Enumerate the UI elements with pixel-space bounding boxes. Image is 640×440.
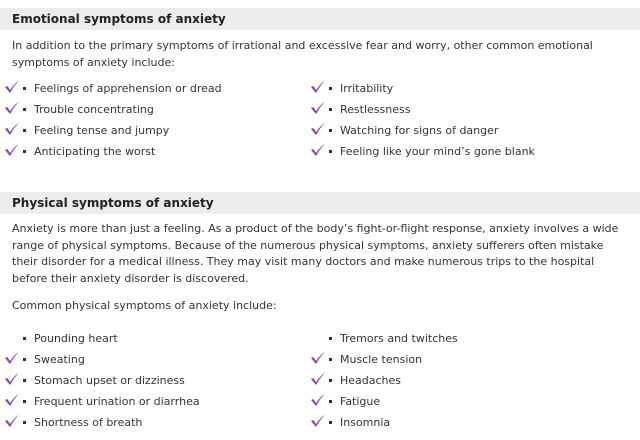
emotional-heading: Emotional symptoms of anxiety [0,8,640,30]
checkmark-icon [310,79,326,95]
checkmark-icon [4,392,20,408]
bullet-icon [329,379,332,382]
list-item-text: Headaches [340,373,402,387]
checkmark-icon [310,121,326,137]
list-item-text: Frequent urination or diarrhea [34,394,200,408]
bullet-icon [329,129,332,132]
bullet-icon [23,421,26,424]
list-item-text: Tremors and twitches [340,331,458,345]
list-item-text: Feeling tense and jumpy [34,124,170,137]
checkmark-icon [4,121,20,137]
emotional-intro: In addition to the primary symptoms of irrational and excessive fear and worry, other common emotional symptoms of anxiety include: [12,39,593,69]
bullet-icon [329,358,332,361]
checkmark-icon [4,371,20,387]
list-item-text: Shortness of breath [34,415,143,429]
physical-common-label: Common physical symptoms of anxiety include: [12,299,277,312]
list-item-text: Trouble concentrating [34,103,154,116]
bullet-icon [23,150,26,153]
list-item-text: Fatigue [340,394,381,408]
list-item-text: Feeling like your mind’s gone blank [340,145,535,158]
bullet-icon [329,337,332,340]
emotional-section [0,8,640,164]
checkmark-icon [310,413,326,429]
list-item-text: Stomach upset or dizziness [34,373,185,387]
checkmark-icon [310,392,326,408]
checkmark-icon [4,100,20,116]
list-item-text: Anticipating the worst [34,145,156,158]
checkmark-icon [4,350,20,366]
physical-list [0,328,640,434]
bullet-icon [23,87,26,90]
bullet-icon [23,379,26,382]
emotional-list [0,78,640,164]
list-item-text: Sweating [34,352,85,366]
checkmark-icon [310,371,326,387]
physical-section [0,192,640,434]
list-item-text: Feelings of apprehension or dread [34,82,222,95]
list-item-text: Watching for signs of danger [340,124,499,137]
checkmark-icon [4,79,20,95]
list-item-text: Insomnia [340,415,391,429]
list-item-text: Irritability [340,82,394,95]
bullet-icon [329,400,332,403]
list-item-text: Restlessness [340,103,411,116]
bullet-icon [23,337,26,340]
physical-intro: Anxiety is more than just a feeling. As a product of the body’s fight-or-flight response, anxiety involves a wide range of physical symptoms. Because of the numerous physical symptoms, anxiety sufferers often mistake their disorder for a medical illness. They may visit many doctors and make numerous trips to the hospital before their anxiety disorder is discovered. [12,222,619,285]
list-item-text: Pounding heart [34,331,118,345]
list-item-text: Muscle tension [340,352,423,366]
bullet-icon [329,108,332,111]
checkmark-icon [4,413,20,429]
bullet-icon [329,87,332,90]
bullet-icon [23,400,26,403]
checkmark-icon [310,100,326,116]
checkmark-icon [4,142,20,158]
bullet-icon [23,108,26,111]
bullet-icon [329,421,332,424]
physical-heading: Physical symptoms of anxiety [0,192,640,214]
bullet-icon [23,358,26,361]
checkmark-icon [310,350,326,366]
bullet-icon [329,150,332,153]
bullet-icon [23,129,26,132]
checkmark-icon [310,142,326,158]
